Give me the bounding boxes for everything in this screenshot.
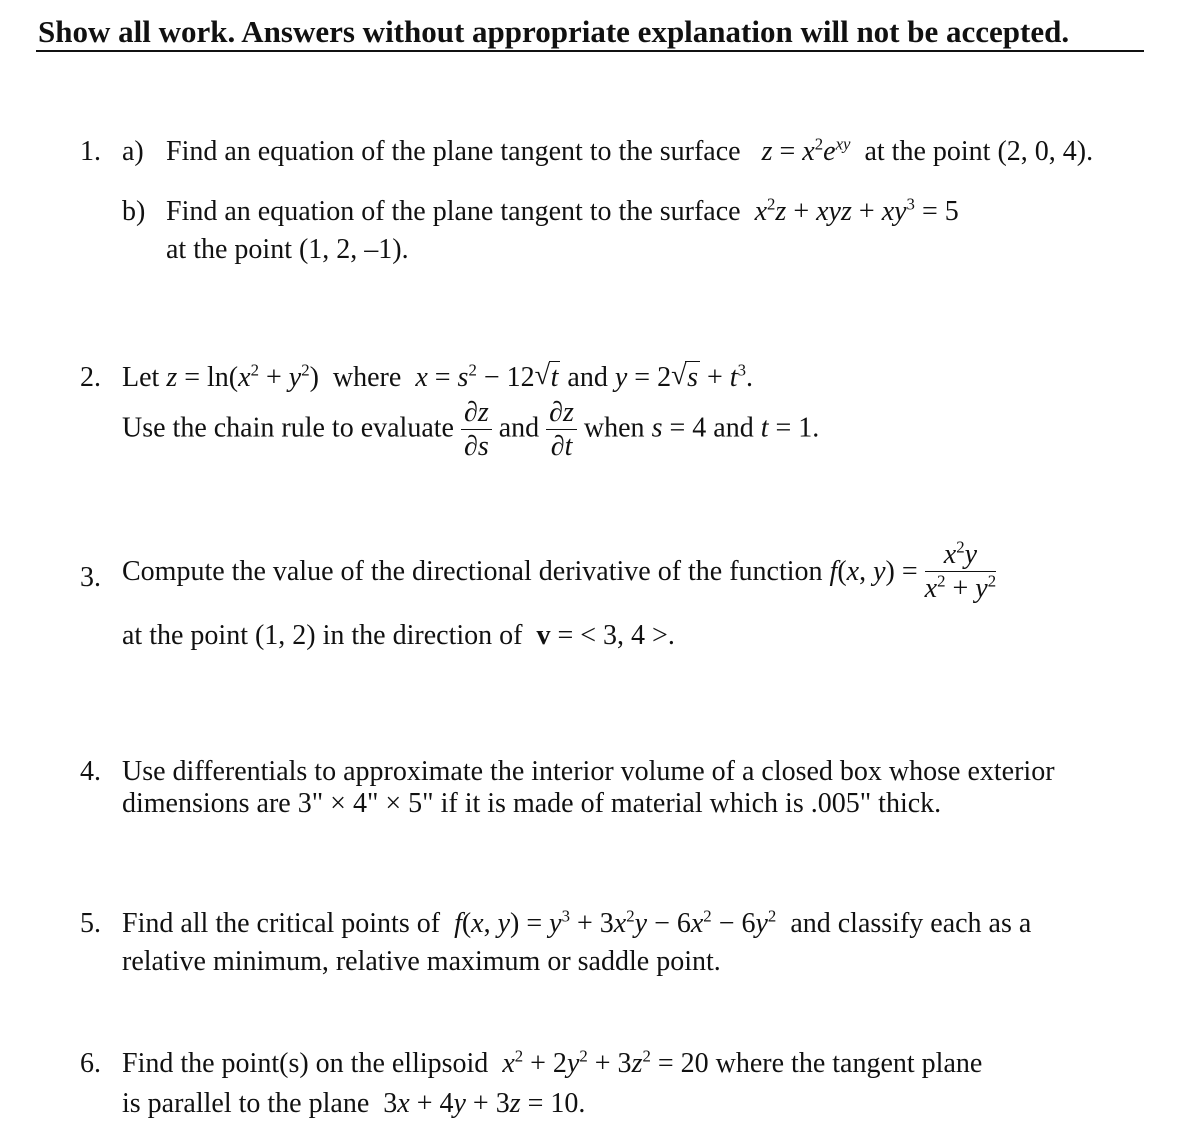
problem-number: 1. [80,136,101,167]
text-and: and [567,362,608,393]
function-fraction: $\frac{x^2y}{x^2 + y^2}$ [924,537,997,605]
direction-vector: v = < 3, 4 >. [536,620,675,651]
problem-text [122,622,675,650]
text-when: when [583,412,645,444]
partial-dz-ds: $\frac{\partial z}{\partial s}$ [461,398,492,462]
equation-x: $x = s^2 - 12√$ t [415,362,560,393]
function-f: f(x, $y) = y^3 + 3x^2y - 6x^2 - 6y^2$ [454,906,777,939]
problem-text: dimensions are 3" × 4" × 5" if it is made of material which is .005" thick. [122,788,942,819]
problem-statement: Find all the critical points of [122,908,441,939]
problem-number: 6. [80,1048,101,1079]
equation-surface-b: $x^2z$ + xyz + $xy^3 = 5$ [754,194,959,227]
problem-statement: and classify each as a [790,908,1032,939]
problem-text [122,398,819,462]
problem-text [166,194,959,227]
partial-dz-dt: $\frac{\partial z}{\partial t}$ [546,398,577,462]
equation-surface-a: $z = x^2e^{xy}$ [761,134,851,167]
part-text-after: at the point (2, 0, 4). [864,136,1094,167]
problem-text [122,537,997,605]
part-text-line2: at the point (1, 2, –1). [166,234,409,265]
part-label: b) [122,196,146,227]
plane-equation: 3x + 4y + 3z = 10. [383,1088,586,1119]
part-text: Find an equation of the plane tangent to the surface [166,136,741,167]
text-use-chain-rule: Use the chain rule to evaluate [122,412,454,444]
problem-number: 4. [80,756,101,787]
problem-text [122,360,753,393]
problem-statement: Find the point(s) on the ellipsoid [122,1048,489,1079]
problem-text [122,1090,585,1118]
header-underline [36,50,1144,52]
problem-number: 2. [80,362,101,393]
problem-statement: Compute the value of the directional derivative of the function [122,555,823,587]
equation-y: y = 2√ $s + t^3$. [615,362,753,393]
problem-text [166,134,1094,167]
condition-t: t = 1. [760,412,820,444]
ellipsoid-equation: $x^2 + 2y^2 + 3z^2 = 20$ [502,1046,709,1079]
problem-text [122,1046,983,1079]
problem-statement: at the point (1, 2) in the direction of [122,620,523,651]
text-where: where [332,362,402,393]
text-let: Let [122,362,160,393]
problem-text: Use differentials to approximate the interior volume of a closed box whose exterior [122,756,1055,787]
problem-text [122,906,1032,939]
equation-z: $z = \ln(x^2 + y^2)$ [166,360,319,393]
function-f: f(x, y) = [829,555,918,587]
part-label: a) [122,136,144,167]
problem-number: 5. [80,908,101,939]
problem-statement: where the tangent plane [715,1048,983,1079]
part-text: Find an equation of the plane tangent to the surface [166,196,741,227]
problem-number: 3. [80,562,101,593]
condition-s: s = 4 [651,412,707,444]
problem-text: relative minimum, relative maximum or saddle point. [122,946,721,977]
text-and: and [498,412,540,444]
text-and: and [713,412,754,444]
instructions-header: Show all work. Answers without appropriate explanation will not be accepted. [38,14,1070,49]
problem-statement: is parallel to the plane [122,1088,370,1119]
